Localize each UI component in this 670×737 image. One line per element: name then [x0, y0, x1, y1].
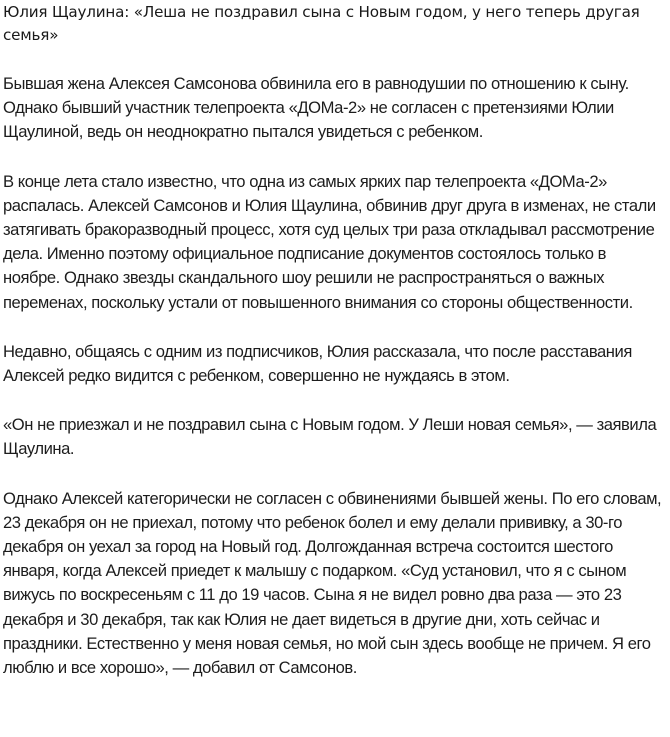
article-paragraph-3: Недавно, общаясь с одним из подписчиков, Юлия рассказала, что после расставания Алексей редко видится с ребенком, совершенно не нуждаясь в этом. — [3, 341, 632, 386]
article-paragraph-5: Однако Алексей категорически не согласен с обвинениями бывшей жены. По его словам, 23 декабря он не приехал, потому что ребенок болел и ему делали прививку, а 30-го декабря он уехал за город на Новый год. Долгожданная встреча состоится шестого января, когда Алексей приедет к малышу с подарком. «Суд установил, что я с сыном вижусь по воскресеньям с 11 до 19 часов. Сына я не видел ровно два раза — это 23 декабря и 30 декабря, так как Юлия не дает видеться в другие дни, хоть сейчас и праздники. Естественно у меня новая семья, но мой сын здесь вообще не причем. Я его люблю и все хорошо», — добавил от Самсонов. — [3, 488, 662, 678]
article-quote: «Он не приезжал и не поздравил сына с Новым годом. У Леши новая семья», — заявила Щаулина. — [3, 415, 657, 459]
article-title: Юлия Щаулина: «Леша не поздравил сына с Новым годом, у него теперь другая семья» — [3, 3, 640, 44]
article-paragraph-1: Бывшая жена Алексея Самсонова обвинила его в равнодушии по отношению к сыну. Однако бывший участник телепроекта «ДОМа-2» не согласен с претензиями Юлии Щаулиной, ведь он неоднократно пытался увидеться с ребенком. — [3, 74, 629, 142]
article-paragraph-2: В конце лета стало известно, что одна из самых ярких пар телепроекта «ДОМа-2» распалась. Алексей Самсонов и Юлия Щаулина, обвинив друг друга в изменах, не стали затягивать бракоразводный процесс, хотя суд целых три раза откладывал рассмотрение дела. Именно поэтому официальное подписание документов состоялось только в ноябре. Однако звезды скандального шоу решили не распространяться о важных переменах, поскольку устали от повышенного внимания со стороны общественности. — [3, 171, 656, 312]
